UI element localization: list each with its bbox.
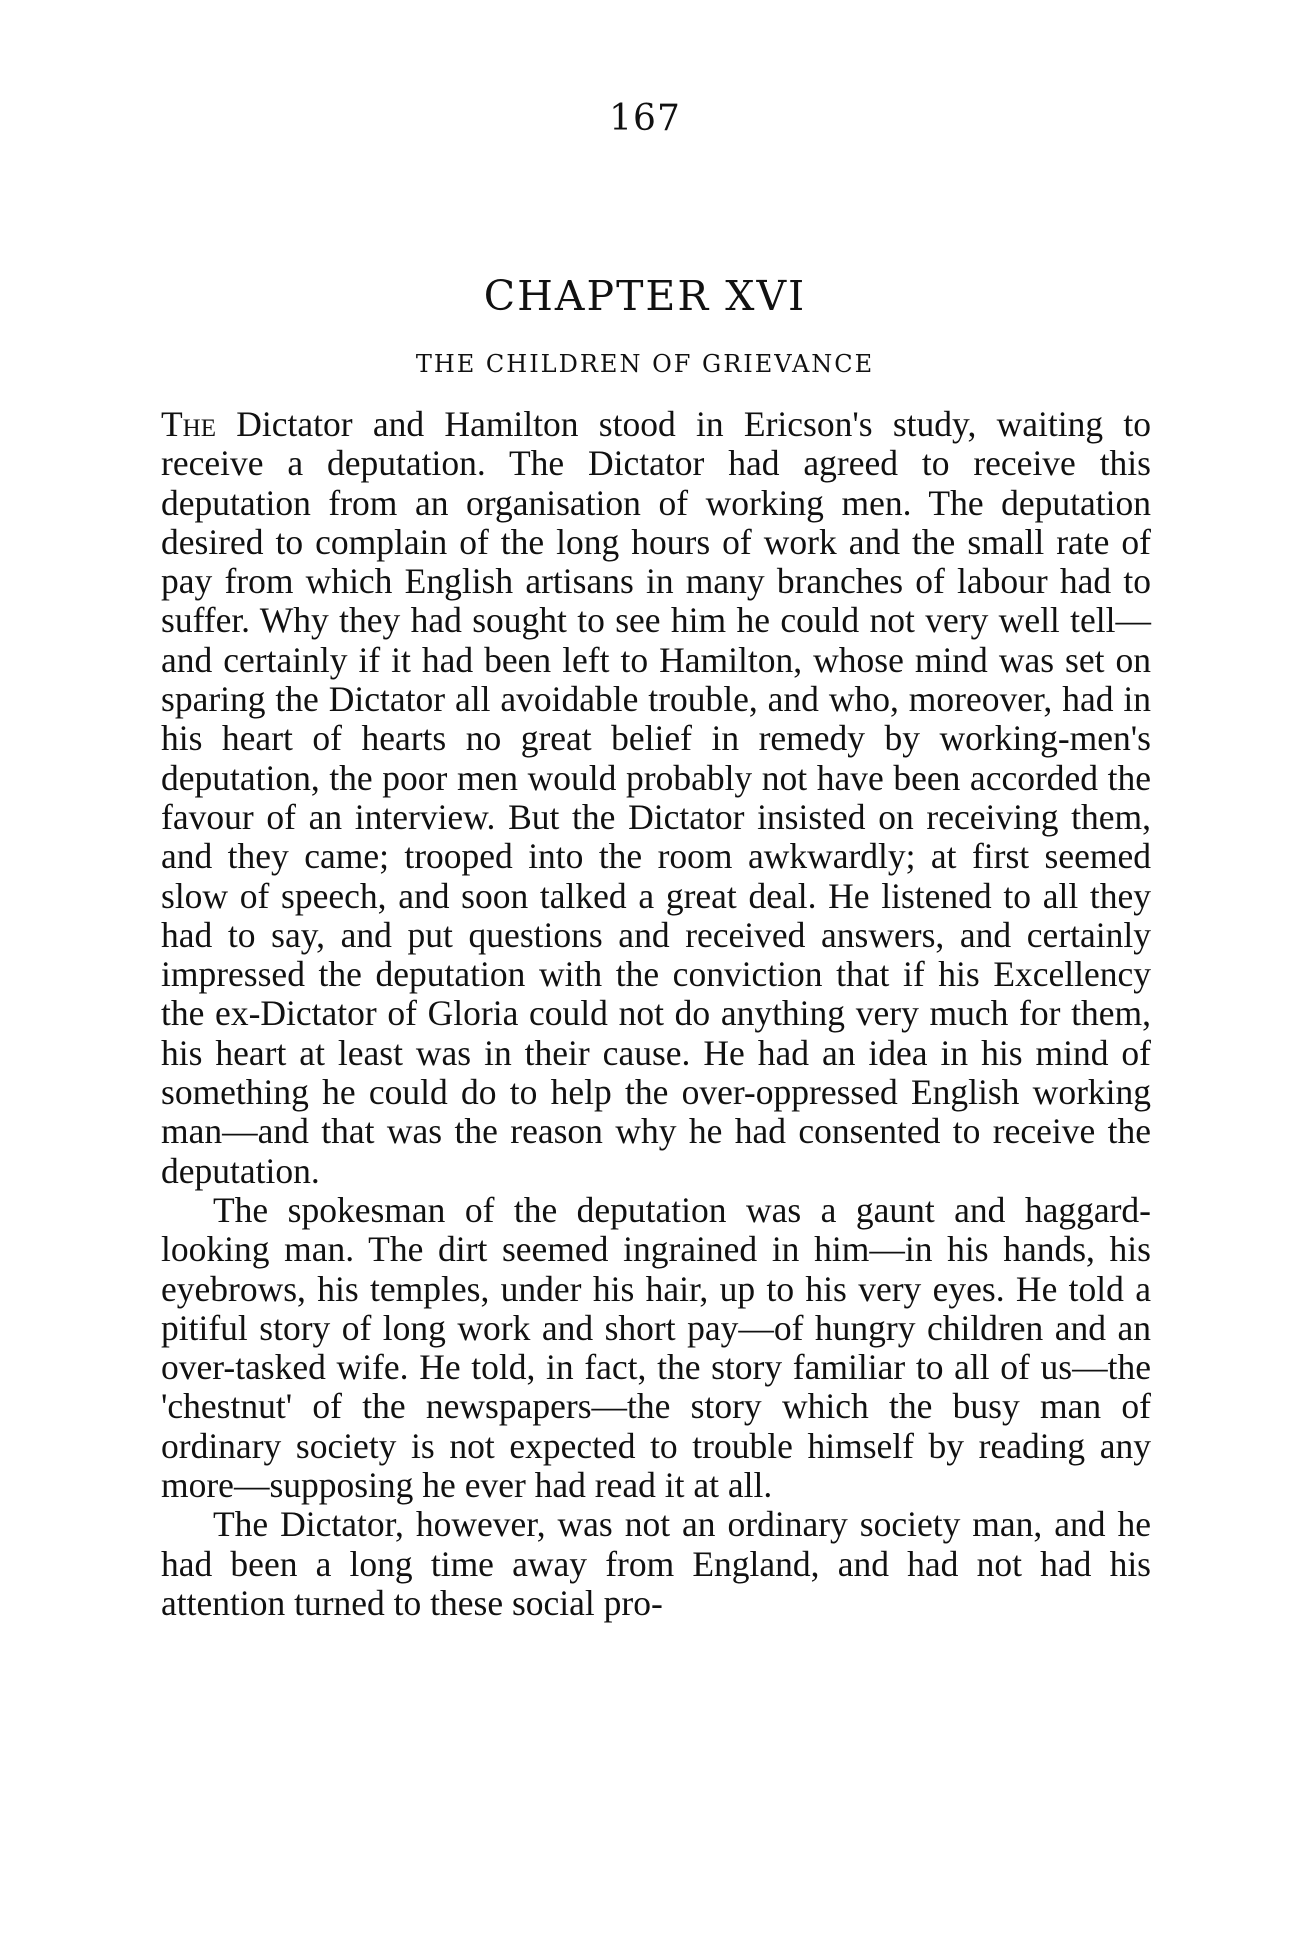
paragraph-2: The spokesman of the deputation was a gaunt and haggard-looking man. The dirt seemed ingrained in him—in his hands, his eyebrows, his temples, under his hair, up to his very eyes. He told a pitiful story of long work and short pay—of hungry children and an over-tasked wife. He told, in fact, the story familiar to all of us—the 'chestnut' of the newspapers—the story which the busy man of ordinary society is not expected to trouble himself by reading any more—supposing he ever had read it at all. <box>161 1189 1151 1506</box>
page-number: 167 <box>609 98 681 139</box>
opening-word: The <box>161 404 217 444</box>
chapter-subtitle: THE CHILDREN OF GRIEVANCE <box>415 350 875 378</box>
chapter-heading: CHAPTER XVI <box>483 272 807 320</box>
paragraph-3: The Dictator, however, was not an ordinary society man, and he had been a long time away from England, and had not had his attention turned to these social pro- <box>161 1504 1151 1623</box>
paragraph-1 <box>161 405 1151 1191</box>
chapter-body <box>161 405 1151 1623</box>
paragraph-1-text: Dictator and Hamilton stood in Ericson's study, waiting to receive a deputation. The Dictator had agreed to receive this deputation from an organisation of working men. The deputation desired to complain of the long hours of work and the small rate of pay from which English artisans in many branches of labour had to suffer. Why they had sought to see him he could not very well tell—and certainly if it had been left to Hamilton, whose mind was set on sparing the Dictator all avoidable trouble, and who, moreover, had in his heart of hearts no great belief in remedy by working-men's deputation, the poor men would probably not have been accorded the favour of an interview. But the Dictator insisted on receiving them, and they came; trooped into the room awkwardly; at first seemed slow of speech, and soon talked a great deal. He listened to all they had to say, and put questions and received answers, and certainly impressed the deputation with the conviction that if his Excellency the ex-Dictator of Gloria could not do anything very much for them, his heart at least was in their cause. He had an idea in his mind of something he could do to help the over-oppressed English working man—and that was the reason why he had consented to receive the deputation. <box>161 404 1151 1191</box>
